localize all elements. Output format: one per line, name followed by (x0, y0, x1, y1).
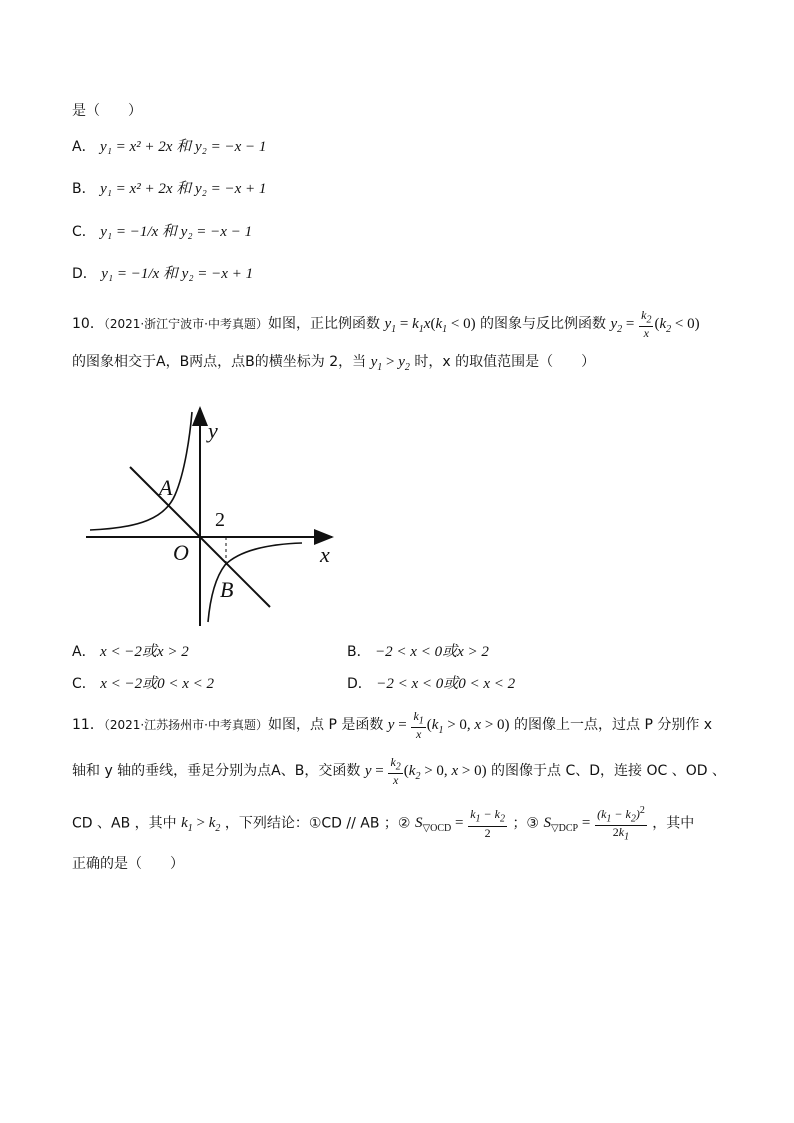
option-letter: C． (72, 224, 96, 240)
q9-option-d[interactable] (72, 264, 253, 284)
option-expr: x < −2或0 < x < 2 (100, 676, 215, 692)
option-letter: B． (72, 181, 96, 197)
formula-condition: $y_1 > y_2$ (370, 354, 410, 373)
option-expr: −2 < x < 0或0 < x < 2 (376, 676, 516, 692)
q10-option-c[interactable] (72, 674, 214, 694)
formula-area-dcp: $S_{▽DCP}$ = $\frac{(k_1 - k_2)^2}{2k_1}$ (543, 805, 645, 843)
stem-text: 的图象与反比例函数 (480, 316, 607, 333)
option-letter: A． (72, 139, 96, 155)
formula-direct-proportion: $y_1 = k_1x(k_1 < 0)$ (384, 316, 476, 336)
label-two: 2 (215, 509, 225, 531)
formula-inverse-proportion: $y_2$ = $\frac{k_2}{x}$ $(k_2 < 0)$ (610, 308, 700, 341)
option-letter: D． (72, 266, 97, 282)
option-expr: y₁ = x² + 2x 和 y₂ = −x + 1 (100, 181, 267, 197)
stem-text: 如图，正比例函数 (268, 316, 380, 333)
stem-text: 的图像于点 C、D，连接 OC 、OD 、 (491, 763, 726, 780)
option-expr: −2 < x < 0或x > 2 (375, 644, 489, 660)
q9-tail: 是（ ） (72, 103, 142, 119)
q10-option-b[interactable] (347, 642, 489, 662)
option-expr: y₁ = −1/x 和 y₂ = −x − 1 (100, 224, 253, 240)
question-number: 10． (72, 316, 104, 333)
formula-area-ocd: $S_{▽OCD}$ = $\frac{k_1 - k_2}{2}$ (414, 807, 505, 840)
stem-text: ；③ (512, 815, 539, 832)
stem-text: 时，x 的取值范围是（ ） (414, 354, 596, 370)
label-origin: O (173, 540, 189, 565)
q10-stem-line2 (72, 352, 595, 378)
stem-text: CD 、AB ，其中 (72, 815, 177, 832)
q9-option-c[interactable] (72, 222, 252, 242)
q11-stem-line1 (72, 710, 712, 741)
q9-option-a[interactable] (72, 137, 266, 157)
q11-stem-line3 (72, 804, 694, 844)
option-expr: y₁ = −1/x 和 y₂ = −x + 1 (101, 266, 254, 282)
q10-option-d[interactable] (347, 674, 515, 694)
label-point-b: B (220, 577, 234, 602)
question-number: 11． (72, 717, 104, 734)
formula-function-k2: y = $\frac{k_2}{x}$ ($k_2 > 0$, x > 0) (364, 755, 487, 788)
option-letter: C． (72, 676, 96, 692)
stem-text: ，下列结论：①CD // AB ；② (224, 815, 411, 832)
formula-function-k1: y = $\frac{k_1}{x}$ ($k_1 > 0$, x > 0) (387, 709, 510, 742)
formula-k-compare: $k_1 > k_2$ (181, 815, 221, 835)
stem-text: 轴和 y 轴的垂线，垂足分别为点A、B，交函数 (72, 763, 361, 780)
label-y: y (208, 418, 218, 443)
q11-stem-line4: 正确的是（ ） (72, 856, 184, 872)
label-point-a: A (159, 475, 173, 500)
stem-text: 如图，点 P 是函数 (268, 717, 384, 734)
q10-option-a[interactable] (72, 642, 189, 662)
question-source: （2021·江苏扬州市·中考真题） (103, 718, 268, 733)
option-expr: x < −2或x > 2 (100, 644, 189, 660)
question-source: （2021·浙江宁波市·中考真题） (103, 317, 268, 332)
option-letter: A． (72, 644, 96, 660)
label-x: x (320, 542, 330, 567)
q11-stem-line2 (72, 756, 726, 787)
stem-text: ，其中 (652, 815, 695, 832)
option-letter: B． (347, 644, 371, 660)
q10-figure (80, 400, 350, 630)
q10-stem-line1 (72, 309, 700, 340)
option-expr: y₁ = x² + 2x 和 y₂ = −x − 1 (100, 139, 267, 155)
stem-text: 的图像上一点，过点 P 分别作 x (514, 717, 713, 734)
q9-option-b[interactable] (72, 179, 266, 199)
option-letter: D． (347, 676, 372, 692)
stem-text: 的图象相交于A，B两点，点B的横坐标为 2，当 (72, 354, 367, 370)
